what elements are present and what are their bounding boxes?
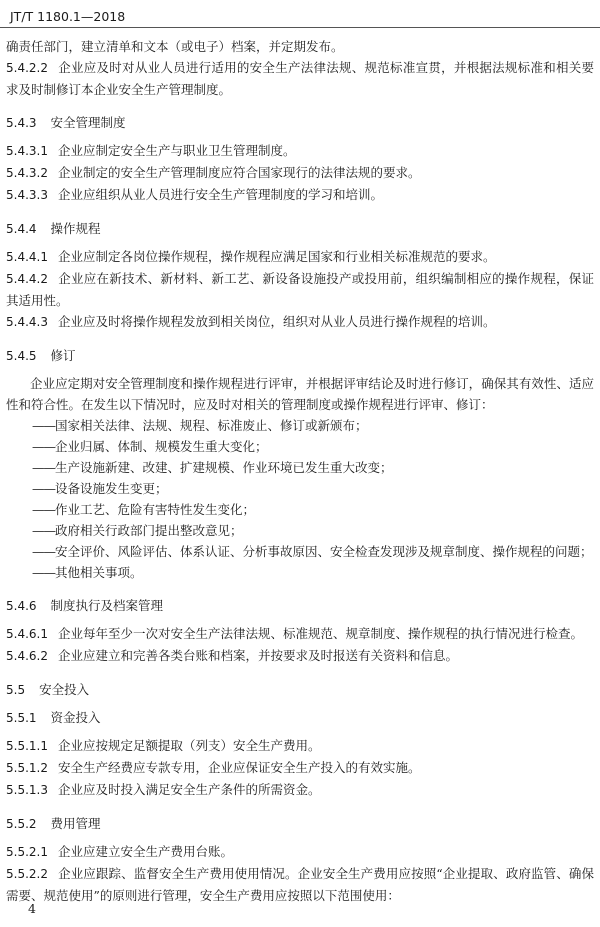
page-number: 4: [28, 901, 36, 916]
heading-number: 5.4.5: [6, 349, 37, 363]
clause-number: 5.5.1.2: [6, 761, 48, 775]
dash-marker: ——: [32, 565, 55, 580]
list-item-text: 政府相关行政部门提出整改意见；: [55, 523, 243, 538]
list-item-text: 设备设施发生变更；: [55, 481, 168, 496]
dash-marker: ——: [32, 418, 55, 433]
list-item-text: 作业工艺、危险有害特性发生变化；: [55, 502, 256, 517]
clause-number: 5.4.4.2: [6, 272, 48, 286]
clause-text: 企业制定的安全生产管理制度应符合国家现行的法律法规的要求。: [57, 165, 421, 180]
heading-number: 5.5.1: [6, 711, 37, 725]
heading-number: 5.5.2: [6, 817, 37, 831]
clause-5-4-3-2: [6, 162, 594, 184]
list-item: [6, 478, 594, 499]
list-item: [6, 541, 594, 562]
clause-text: 企业应及时投入满足安全生产条件的所需资金。: [57, 782, 321, 797]
clause-5-5-2-2: [6, 863, 594, 906]
clause-text: 企业应制定安全生产与职业卫生管理制度。: [57, 143, 296, 158]
list-item-text: 国家相关法律、法规、规程、标准废止、修订或新颁布；: [55, 418, 368, 433]
list-item-text: 其他相关事项。: [55, 565, 143, 580]
heading-number: 5.4.6: [6, 599, 37, 613]
heading-5-4-3: [6, 112, 594, 134]
clause-text: 企业应制定各岗位操作规程，操作规程应满足国家和行业相关标准规范的要求。: [57, 249, 496, 264]
clause-text: 安全生产经费应专款专用，企业应保证安全生产投入的有效实施。: [57, 760, 421, 775]
heading-5-5: [6, 679, 594, 701]
clause-5-4-6-1: [6, 623, 594, 645]
clause-5-4-6-2: [6, 645, 594, 667]
clause-number: 5.4.3.1: [6, 144, 48, 158]
clause-5-5-2-1: [6, 841, 594, 863]
clause-5-4-4-1: [6, 246, 594, 268]
clause-text: 企业应建立安全生产费用台账。: [57, 844, 233, 859]
list-item: [6, 457, 594, 478]
revision-intro: 企业应定期对安全管理制度和操作规程进行评审，并根据评审结论及时进行修订，确保其有效性、适应性和符合性。在发生以下情况时，应及时对相关的管理制度或操作规程进行评审、修订：: [6, 376, 594, 412]
clause-number: 5.4.3.2: [6, 166, 48, 180]
list-item: [6, 436, 594, 457]
heading-5-4-6: [6, 595, 594, 617]
list-item: [6, 520, 594, 541]
dash-marker: ——: [32, 544, 55, 559]
clause-5-4-3-1: [6, 140, 594, 162]
clause-5-5-1-2: [6, 757, 594, 779]
heading-5-5-2: [6, 813, 594, 835]
dash-marker: ——: [32, 523, 55, 538]
list-item-text: 安全评价、风险评估、体系认证、分析事故原因、安全检查发现涉及规章制度、操作规程的问题；: [55, 544, 593, 559]
clause-text: 企业应及时对从业人员进行适用的安全生产法律法规、规范标准宣贯，并根据法规标准和相关要求及时制修订本企业安全生产管理制度。: [6, 60, 594, 97]
dash-marker: ——: [32, 439, 55, 454]
heading-title: 费用管理: [50, 816, 101, 831]
clause-5-5-1-1: [6, 735, 594, 757]
clause-text: 企业每年至少一次对安全生产法律法规、标准规范、规章制度、操作规程的执行情况进行检查。: [57, 626, 583, 641]
heading-number: 5.5: [6, 683, 26, 697]
document-body: [6, 36, 594, 906]
clause-5-4-4-3: [6, 311, 594, 333]
header-rule: [0, 27, 600, 28]
clause-number: 5.4.4.3: [6, 315, 48, 329]
clause-5-4-4-2: [6, 268, 594, 311]
document-header: JT/T 1180.1—2018: [10, 9, 126, 24]
dash-marker: ——: [32, 481, 55, 496]
clause-number: 5.4.3.3: [6, 188, 48, 202]
heading-number: 5.4.4: [6, 222, 37, 236]
list-item: [6, 499, 594, 520]
list-item: [6, 562, 594, 583]
clause-5-4-3-3: [6, 184, 594, 206]
dash-marker: ——: [32, 460, 55, 475]
heading-title: 修订: [50, 348, 76, 363]
continuation-text: 确责任部门，建立清单和文本（或电子）档案，并定期发布。: [6, 39, 344, 54]
clause-number: 5.4.4.1: [6, 250, 48, 264]
heading-title: 安全投入: [39, 682, 90, 697]
clause-number: 5.4.2.2: [6, 61, 48, 75]
clause-text: 企业应建立和完善各类台账和档案，并按要求及时报送有关资料和信息。: [57, 648, 458, 663]
clause-text: 企业应及时将操作规程发放到相关岗位，组织对从业人员进行操作规程的培训。: [57, 314, 496, 329]
heading-number: 5.4.3: [6, 116, 37, 130]
clause-number: 5.5.1.1: [6, 739, 48, 753]
heading-title: 制度执行及档案管理: [50, 598, 164, 613]
heading-5-4-5: [6, 345, 594, 367]
clause-text: 企业应跟踪、监督安全生产费用使用情况。企业安全生产费用应按照“企业提取、政府监管、确保需要、规范使用”的原则进行管理，安全生产费用应按照以下范围使用：: [6, 866, 594, 903]
clause-text: 企业应组织从业人员进行安全生产管理制度的学习和培训。: [57, 187, 383, 202]
clause-number: 5.4.6.2: [6, 649, 48, 663]
clause-number: 5.5.2.2: [6, 867, 48, 881]
clause-number: 5.4.6.1: [6, 627, 48, 641]
clause-text: 企业应按规定足额提取（列支）安全生产费用。: [57, 738, 321, 753]
heading-title: 操作规程: [50, 221, 101, 236]
list-item-text: 生产设施新建、改建、扩建规模、作业环境已发生重大改变；: [55, 460, 393, 475]
heading-5-4-4: [6, 218, 594, 240]
clause-number: 5.5.2.1: [6, 845, 48, 859]
clause-number: 5.5.1.3: [6, 783, 48, 797]
clause-5-4-2-2: [6, 57, 594, 100]
heading-title: 资金投入: [50, 710, 101, 725]
list-item: [6, 415, 594, 436]
heading-title: 安全管理制度: [50, 115, 126, 130]
heading-5-5-1: [6, 707, 594, 729]
clause-5-5-1-3: [6, 779, 594, 801]
revision-conditions-list: [6, 415, 594, 583]
clause-text: 企业应在新技术、新材料、新工艺、新设备设施投产或投用前，组织编制相应的操作规程，保证其适用性。: [6, 271, 594, 308]
list-item-text: 企业归属、体制、规模发生重大变化；: [55, 439, 268, 454]
dash-marker: ——: [32, 502, 55, 517]
